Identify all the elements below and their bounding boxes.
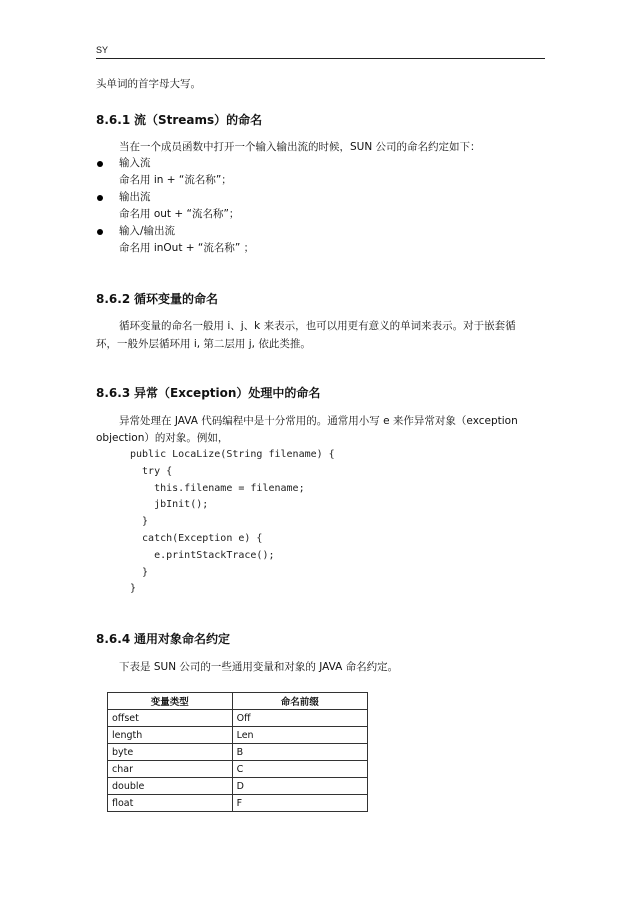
streams-paragraph: 当在一个成员函数中打开一个输入输出流的时候，SUN 公司的命名约定如下： bbox=[119, 141, 481, 153]
header-rule bbox=[96, 58, 545, 59]
bullet-title: 输入/输出流 bbox=[119, 225, 176, 237]
section-title: 流（Streams）的命名 bbox=[134, 113, 263, 127]
table-cell: char bbox=[108, 761, 233, 778]
section-number: 8.6.4 bbox=[96, 632, 131, 646]
running-header: SY bbox=[96, 45, 109, 55]
section-number: 8.6.2 bbox=[96, 292, 131, 306]
bullet-detail: 命名用 in + “流名称”； bbox=[119, 174, 232, 186]
section-heading-8-6-1 bbox=[96, 111, 262, 128]
bullet-marker bbox=[97, 161, 103, 167]
table-cell: F bbox=[232, 795, 367, 812]
table-cell: B bbox=[232, 744, 367, 761]
bullet-detail: 命名用 inOut + “流名称” ； bbox=[119, 242, 255, 254]
bullet-marker bbox=[97, 229, 103, 235]
bullet-title: 输出流 bbox=[119, 191, 151, 203]
table-header-cell: 命名前缀 bbox=[232, 693, 367, 710]
naming-convention-table bbox=[107, 692, 368, 812]
code-line: } bbox=[130, 516, 149, 528]
code-line: e.printStackTrace(); bbox=[130, 549, 275, 561]
code-line: catch(Exception e) { bbox=[130, 532, 263, 544]
table-cell: byte bbox=[108, 744, 233, 761]
table-cell: C bbox=[232, 761, 367, 778]
table-cell: float bbox=[108, 795, 233, 812]
intro-line: 头单词的首字母大写。 bbox=[96, 78, 201, 90]
bullet-marker bbox=[97, 195, 103, 201]
table-cell: double bbox=[108, 778, 233, 795]
section-title: 异常（Exception）处理中的命名 bbox=[134, 386, 321, 400]
code-line: public LocaLize(String filename) { bbox=[130, 449, 335, 460]
table-cell: offset bbox=[108, 710, 233, 727]
code-line: this.filename = filename; bbox=[130, 482, 305, 494]
table-header-row bbox=[108, 693, 368, 710]
bullet-detail: 命名用 out + “流名称”； bbox=[119, 208, 240, 220]
section-number: 8.6.3 bbox=[96, 386, 131, 400]
bullet-title: 输入流 bbox=[119, 157, 151, 169]
code-block bbox=[130, 447, 335, 598]
table-row bbox=[108, 761, 368, 778]
table-row bbox=[108, 727, 368, 744]
table-cell: Off bbox=[232, 710, 367, 727]
table-header-cell: 变量类型 bbox=[108, 693, 233, 710]
code-line: } bbox=[130, 583, 137, 595]
table-row bbox=[108, 795, 368, 812]
section-title: 通用对象命名约定 bbox=[134, 632, 231, 646]
section-number: 8.6.1 bbox=[96, 113, 131, 127]
code-line: jbInit(); bbox=[130, 499, 209, 511]
code-line: try { bbox=[130, 465, 173, 477]
section-title: 循环变量的命名 bbox=[134, 292, 219, 306]
table-cell: Len bbox=[232, 727, 367, 744]
exception-paragraph-line-2: objection）的对象。例如， bbox=[96, 432, 229, 444]
table-row bbox=[108, 778, 368, 795]
loop-paragraph-line-1: 循环变量的命名一般用 i、j、k 来表示，也可以用更有意义的单词来表示。对于嵌套循 bbox=[119, 320, 516, 332]
naming-table-intro: 下表是 SUN 公司的一些通用变量和对象的 JAVA 命名约定。 bbox=[119, 661, 399, 673]
table-row bbox=[108, 744, 368, 761]
table-cell: length bbox=[108, 727, 233, 744]
section-heading-8-6-2 bbox=[96, 290, 218, 307]
section-heading-8-6-3 bbox=[96, 384, 320, 401]
code-line: } bbox=[130, 566, 149, 578]
loop-paragraph-line-2: 环，一般外层循环用 i, 第二层用 j, 依此类推。 bbox=[96, 338, 311, 350]
table-cell: D bbox=[232, 778, 367, 795]
table-row bbox=[108, 710, 368, 727]
exception-paragraph-line-1: 异常处理在 JAVA 代码编程中是十分常用的。通常用小写 e 来作异常对象（exception bbox=[119, 415, 518, 427]
section-heading-8-6-4 bbox=[96, 630, 230, 647]
